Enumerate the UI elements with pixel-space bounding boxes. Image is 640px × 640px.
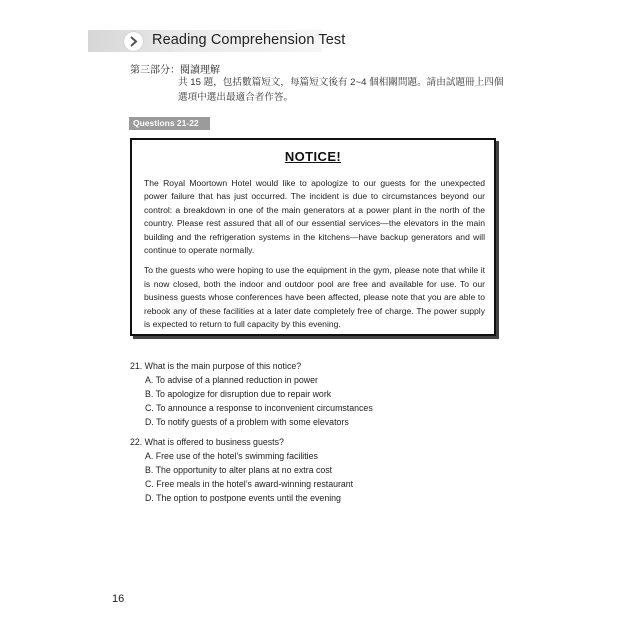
- answer-option[interactable]: A. Free use of the hotel’s swimming facilities: [145, 451, 318, 461]
- chevron-right-icon: [124, 32, 143, 51]
- answer-option[interactable]: D. To notify guests of a problem with some elevators: [145, 417, 349, 427]
- answer-option[interactable]: C. To announce a response to inconvenient circumstances: [145, 403, 373, 413]
- answer-option[interactable]: B. The opportunity to alter plans at no extra cost: [145, 465, 333, 475]
- section-label: 第三部分：閱讀理解: [130, 65, 220, 76]
- question-22: [130, 435, 460, 505]
- answer-option[interactable]: A. To advise of a planned reduction in power: [145, 375, 318, 385]
- notice-paragraph: To the guests who were hoping to use the equipment in the gym, please note that while it is now closed, both the indoor and outdoor pool are free and available for use. To our business guests whose conferences have been affected, please note that you are able to rebook any of these facilities at a later date completely free of charge. The power supply is expected to return to full capacity by this evening.: [144, 265, 485, 330]
- page-title: Reading Comprehension Test: [152, 32, 346, 48]
- notice-box: [130, 138, 496, 336]
- answer-option[interactable]: C. Free meals in the hotel’s award-winning restaurant: [145, 479, 354, 489]
- section-instructions: 共 15 題，包括數篇短文，每篇短文後有 2~4 個相關問題。請由試題冊上四個選項中選出最適合者作答。: [178, 77, 504, 103]
- question-21: [130, 359, 460, 429]
- answer-option[interactable]: D. The option to postpone events until the evening: [145, 493, 341, 503]
- answer-option[interactable]: B. To apologize for disruption due to repair work: [145, 389, 332, 399]
- question-stem: 22. What is offered to business guests?: [130, 437, 284, 447]
- page-number: 16: [112, 593, 125, 605]
- question-group-tag: Questions 21-22: [129, 117, 210, 130]
- notice-body: [144, 177, 485, 338]
- notice-title: NOTICE!: [284, 149, 342, 164]
- question-stem: 21. What is the main purpose of this notice?: [130, 361, 302, 371]
- notice-paragraph: The Royal Moortown Hotel would like to apologize to our guests for the unexpected power failure that has just occurred. The incident is due to circumstances beyond our control: a breakdown in one of the main generators at a power plant in the north of the country. Please rest assured that all of our essential services—the elevators in the main building and the refrigeration systems in the kitchens—have backup generators and will continue to operate normally.: [144, 178, 485, 256]
